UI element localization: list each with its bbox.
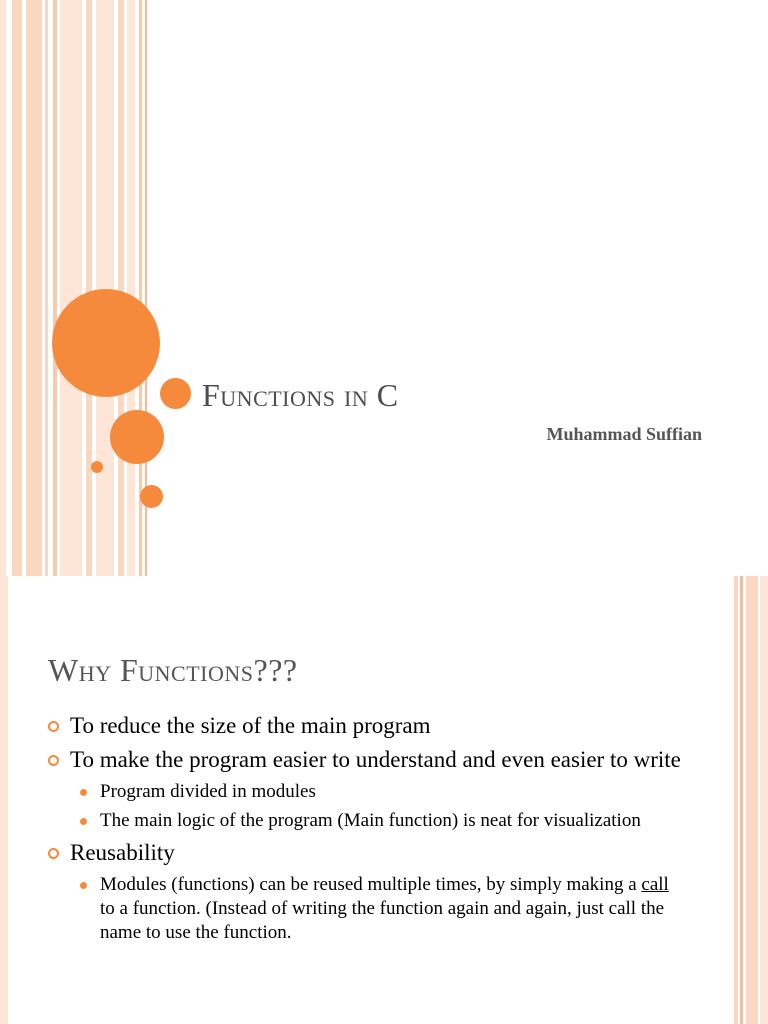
stripe [740,576,743,1024]
decorative-circle-small [140,485,163,508]
author-name: Muhammad Suffian [546,424,702,444]
stripe [45,0,48,576]
sub-list-item [48,809,688,833]
sub-bullet-list [48,873,688,945]
bullet-list [48,712,688,951]
stripe [53,0,57,576]
sub-bullet-text: Program divided in modules [100,781,316,802]
sub-bullet-text: The main logic of the program (Main function) is neat for visualization [100,810,641,831]
bullet-text: To reduce the size of the main program [70,713,431,738]
ring-bullet-icon [48,721,59,732]
stripe [60,0,82,576]
stripe [127,0,135,576]
stripe [760,576,768,1024]
dot-bullet-icon [80,882,87,889]
slide-heading: Why Functions??? [48,652,298,688]
bullet-text: Reusability [70,840,175,865]
sub-bullet-list [48,780,688,833]
slide-title: Functions in C [202,377,399,413]
stripe [0,0,6,576]
sub-bullet-text-before: Modules (functions) can be reused multiple times, by simply making a [100,874,642,895]
dot-bullet-icon [80,789,87,796]
stripe [12,0,22,576]
list-item [48,712,688,740]
ring-bullet-icon [48,848,59,859]
stripe [734,576,738,1024]
decorative-circle-large [52,289,160,397]
decorative-circle-medium [110,410,164,464]
list-item [48,746,688,833]
stripe [86,0,92,576]
sub-list-item [48,780,688,804]
stripe [746,576,758,1024]
sub-list-item [48,873,688,945]
decorative-circle-small [160,378,191,409]
stripe [96,0,114,576]
decorative-circle-tiny [91,461,103,473]
bullet-text: To make the program easier to understand and even easier to write [70,747,681,772]
stripe [118,0,124,576]
call-underlined-word: call [641,874,669,895]
dot-bullet-icon [80,818,87,825]
list-item [48,839,688,945]
ring-bullet-icon [48,755,59,766]
stripe [26,0,42,576]
stripe [0,576,8,1024]
sub-bullet-text-after: to a function. (Instead of writing the function again and again, just call the name to use the function. [100,898,665,943]
